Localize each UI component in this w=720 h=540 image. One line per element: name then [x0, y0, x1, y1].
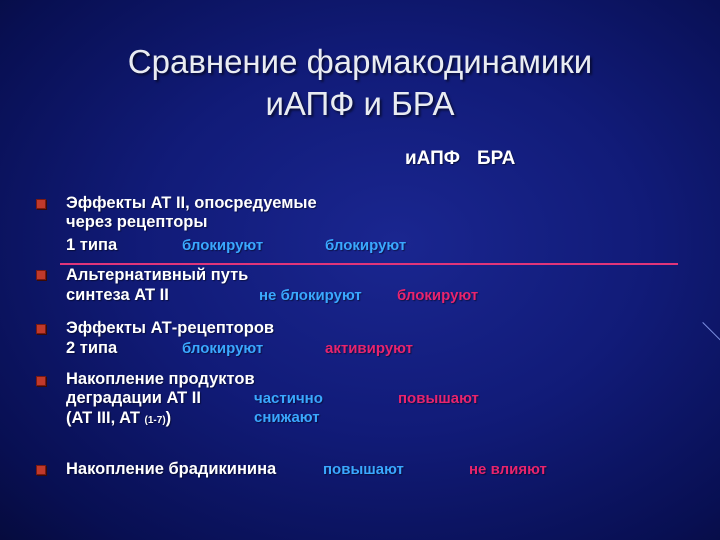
row-2-label-line-1: Альтернативный путь [66, 266, 249, 284]
row-5-arb-value: не влияют [469, 461, 547, 478]
row-1-arb-value: блокируют [325, 237, 407, 254]
row-1-label-line-1: Эффекты AT II, опосредуемые [66, 194, 317, 212]
row-3-arb-value: активируют [325, 340, 413, 357]
row-3-label-line-1: Эффекты АТ-рецепторов [66, 319, 275, 337]
row-5-label-line-1: Накопление брадикинина [66, 460, 277, 478]
row-1-acei-value: блокируют [182, 237, 264, 254]
bullet-icon [36, 376, 46, 386]
column-header-acei: иАПФ [405, 148, 461, 169]
bullet-icon [36, 465, 46, 475]
slide-title-line-1: Сравнение фармакодинамики [127, 43, 593, 80]
row-3-acei-value: блокируют [182, 340, 264, 357]
separator-line [60, 263, 678, 265]
bullet-icon [36, 324, 46, 334]
decorative-line [702, 322, 720, 343]
column-header-arb: БРА [477, 148, 516, 169]
row-2-acei-value: не блокируют [259, 287, 362, 304]
row-1-label-line-3: 1 типа [66, 236, 118, 254]
bullet-icon [36, 270, 46, 280]
row-4-acei-value-line-2: снижают [254, 409, 320, 426]
row-2-label-line-2: синтеза AT II [66, 286, 169, 304]
row-2-arb-value: блокируют [397, 287, 479, 304]
row-4-label-line-1: Накопление продуктов [66, 370, 255, 388]
row-3-label-line-2: 2 типа [66, 339, 118, 357]
row-5-acei-value: повышают [323, 461, 404, 478]
bullet-icon [36, 199, 46, 209]
row-1-label-line-2: через рецепторы [66, 213, 208, 231]
row-4-acei-value-line-1: частично [254, 390, 323, 407]
row-4-label-line-3: (AT III, AT (1-7)) [66, 409, 172, 427]
slide-title-line-2: иАПФ и БРА [265, 85, 455, 122]
row-4-label-line-2: деградации AT II [66, 389, 201, 407]
row-4-arb-value: повышают [398, 390, 479, 407]
